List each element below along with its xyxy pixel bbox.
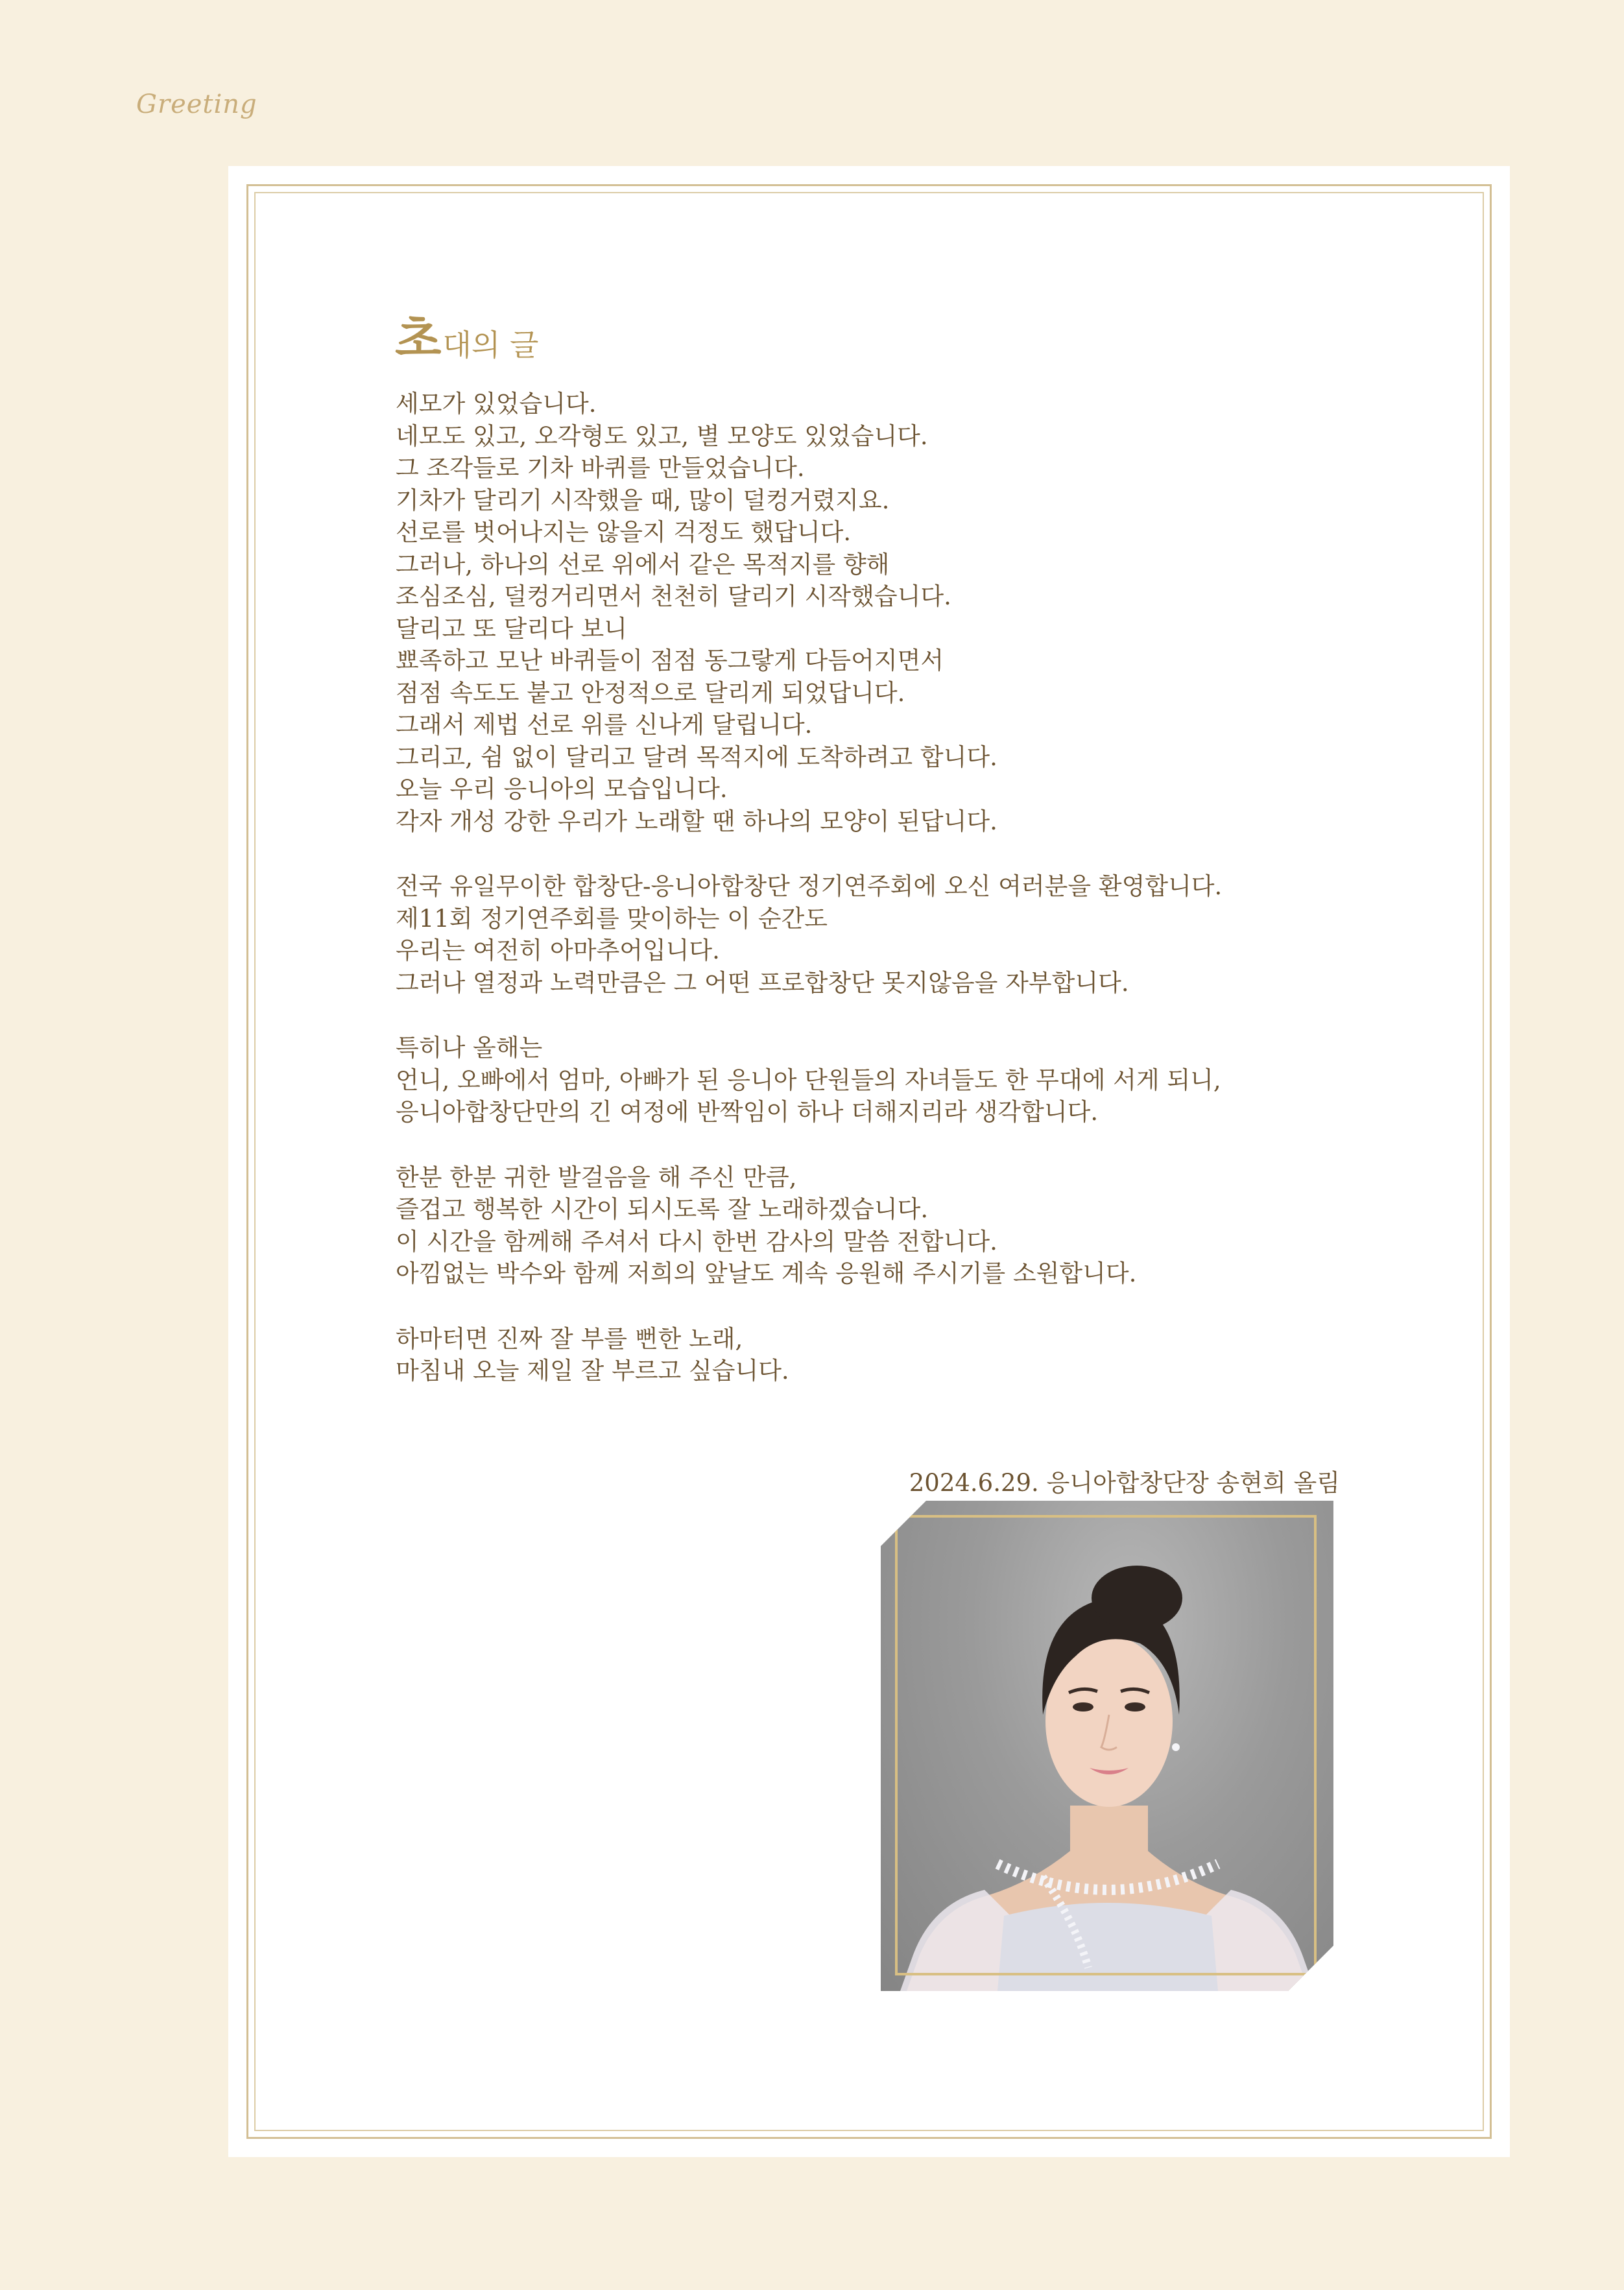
body-line: 오늘 우리 응니아의 모습입니다. <box>396 775 728 803</box>
section-label: Greeting <box>136 89 257 119</box>
body-line: 각자 개성 강한 우리가 노래할 땐 하나의 모양이 된답니다. <box>396 807 997 835</box>
body-line: 점점 속도도 붙고 안정적으로 달리게 되었답니다. <box>396 678 905 707</box>
title-rest: 대의 글 <box>442 328 539 363</box>
body-line: 네모도 있고, 오각형도 있고, 별 모양도 있었습니다. <box>396 422 928 450</box>
body-line: 마침내 오늘 제일 잘 부르고 싶습니다. <box>396 1357 789 1385</box>
body-line: 기차가 달리기 시작했을 때, 많이 덜컹거렸지요. <box>396 486 890 514</box>
body-line: 특히나 올해는 <box>396 1034 543 1062</box>
greeting-card <box>228 166 1510 2157</box>
body-line: 이 시간을 함께해 주셔서 다시 한번 감사의 말씀 전합니다. <box>396 1227 997 1256</box>
photo-gold-frame <box>895 1515 1317 1975</box>
body-line: 전국 유일무이한 합창단-응니아합창단 정기연주회에 오신 여러분을 환영합니다. <box>396 872 1223 900</box>
body-line: 세모가 있었습니다. <box>396 390 597 418</box>
body-line: 그러나 열정과 노력만큼은 그 어떤 프로합창단 못지않음을 자부합니다. <box>396 968 1129 997</box>
body-line: 언니, 오빠에서 엄마, 아빠가 된 응니아 단원들의 자녀들도 한 무대에 서게 되니, <box>396 1066 1221 1094</box>
body-line: 그리고, 쉼 없이 달리고 달려 목적지에 도착하려고 합니다. <box>396 743 997 771</box>
body-line: 달리고 또 달리다 보니 <box>396 614 627 643</box>
portrait-photo <box>881 1501 1333 1991</box>
paragraph <box>396 388 1381 837</box>
body-line: 그래서 제법 선로 위를 신나게 달립니다. <box>396 711 813 739</box>
paragraph <box>396 870 1381 999</box>
body-line: 아낌없는 박수와 함께 저희의 앞날도 계속 응원해 주시기를 소원합니다. <box>396 1259 1137 1287</box>
body-line: 그 조각들로 기차 바퀴를 만들었습니다. <box>396 454 805 482</box>
body-line: 뾰족하고 모난 바퀴들이 점점 동그랗게 다듬어지면서 <box>396 647 944 674</box>
invitation-body <box>396 388 1381 1420</box>
body-line: 우리는 여전히 아마추어입니다. <box>396 936 720 964</box>
body-line: 제11회 정기연주회를 맞이하는 이 순간도 <box>396 904 828 933</box>
body-line: 하마터면 진짜 잘 부를 뻔한 노래, <box>396 1324 743 1353</box>
body-line: 한분 한분 귀한 발걸음을 해 주신 만큼, <box>396 1163 797 1191</box>
page-title <box>395 301 538 370</box>
body-line: 즐겁고 행복한 시간이 되시도록 잘 노래하겠습니다. <box>396 1195 929 1223</box>
body-line: 조심조심, 덜컹거리면서 천천히 달리기 시작했습니다. <box>396 582 951 610</box>
signature: 2024.6.29. 응니아합창단장 송현희 올림 <box>909 1469 1340 1497</box>
paragraph <box>396 1162 1381 1290</box>
body-line: 그러나, 하나의 선로 위에서 같은 목적지를 향해 <box>396 550 890 578</box>
body-line: 선로를 벗어나지는 않을지 걱정도 했답니다. <box>396 518 852 546</box>
body-line: 응니아합창단만의 긴 여정에 반짝임이 하나 더해지리라 생각합니다. <box>396 1098 1099 1126</box>
paragraph <box>396 1323 1381 1387</box>
paragraph <box>396 1032 1381 1128</box>
title-initial: 초 <box>395 311 442 367</box>
